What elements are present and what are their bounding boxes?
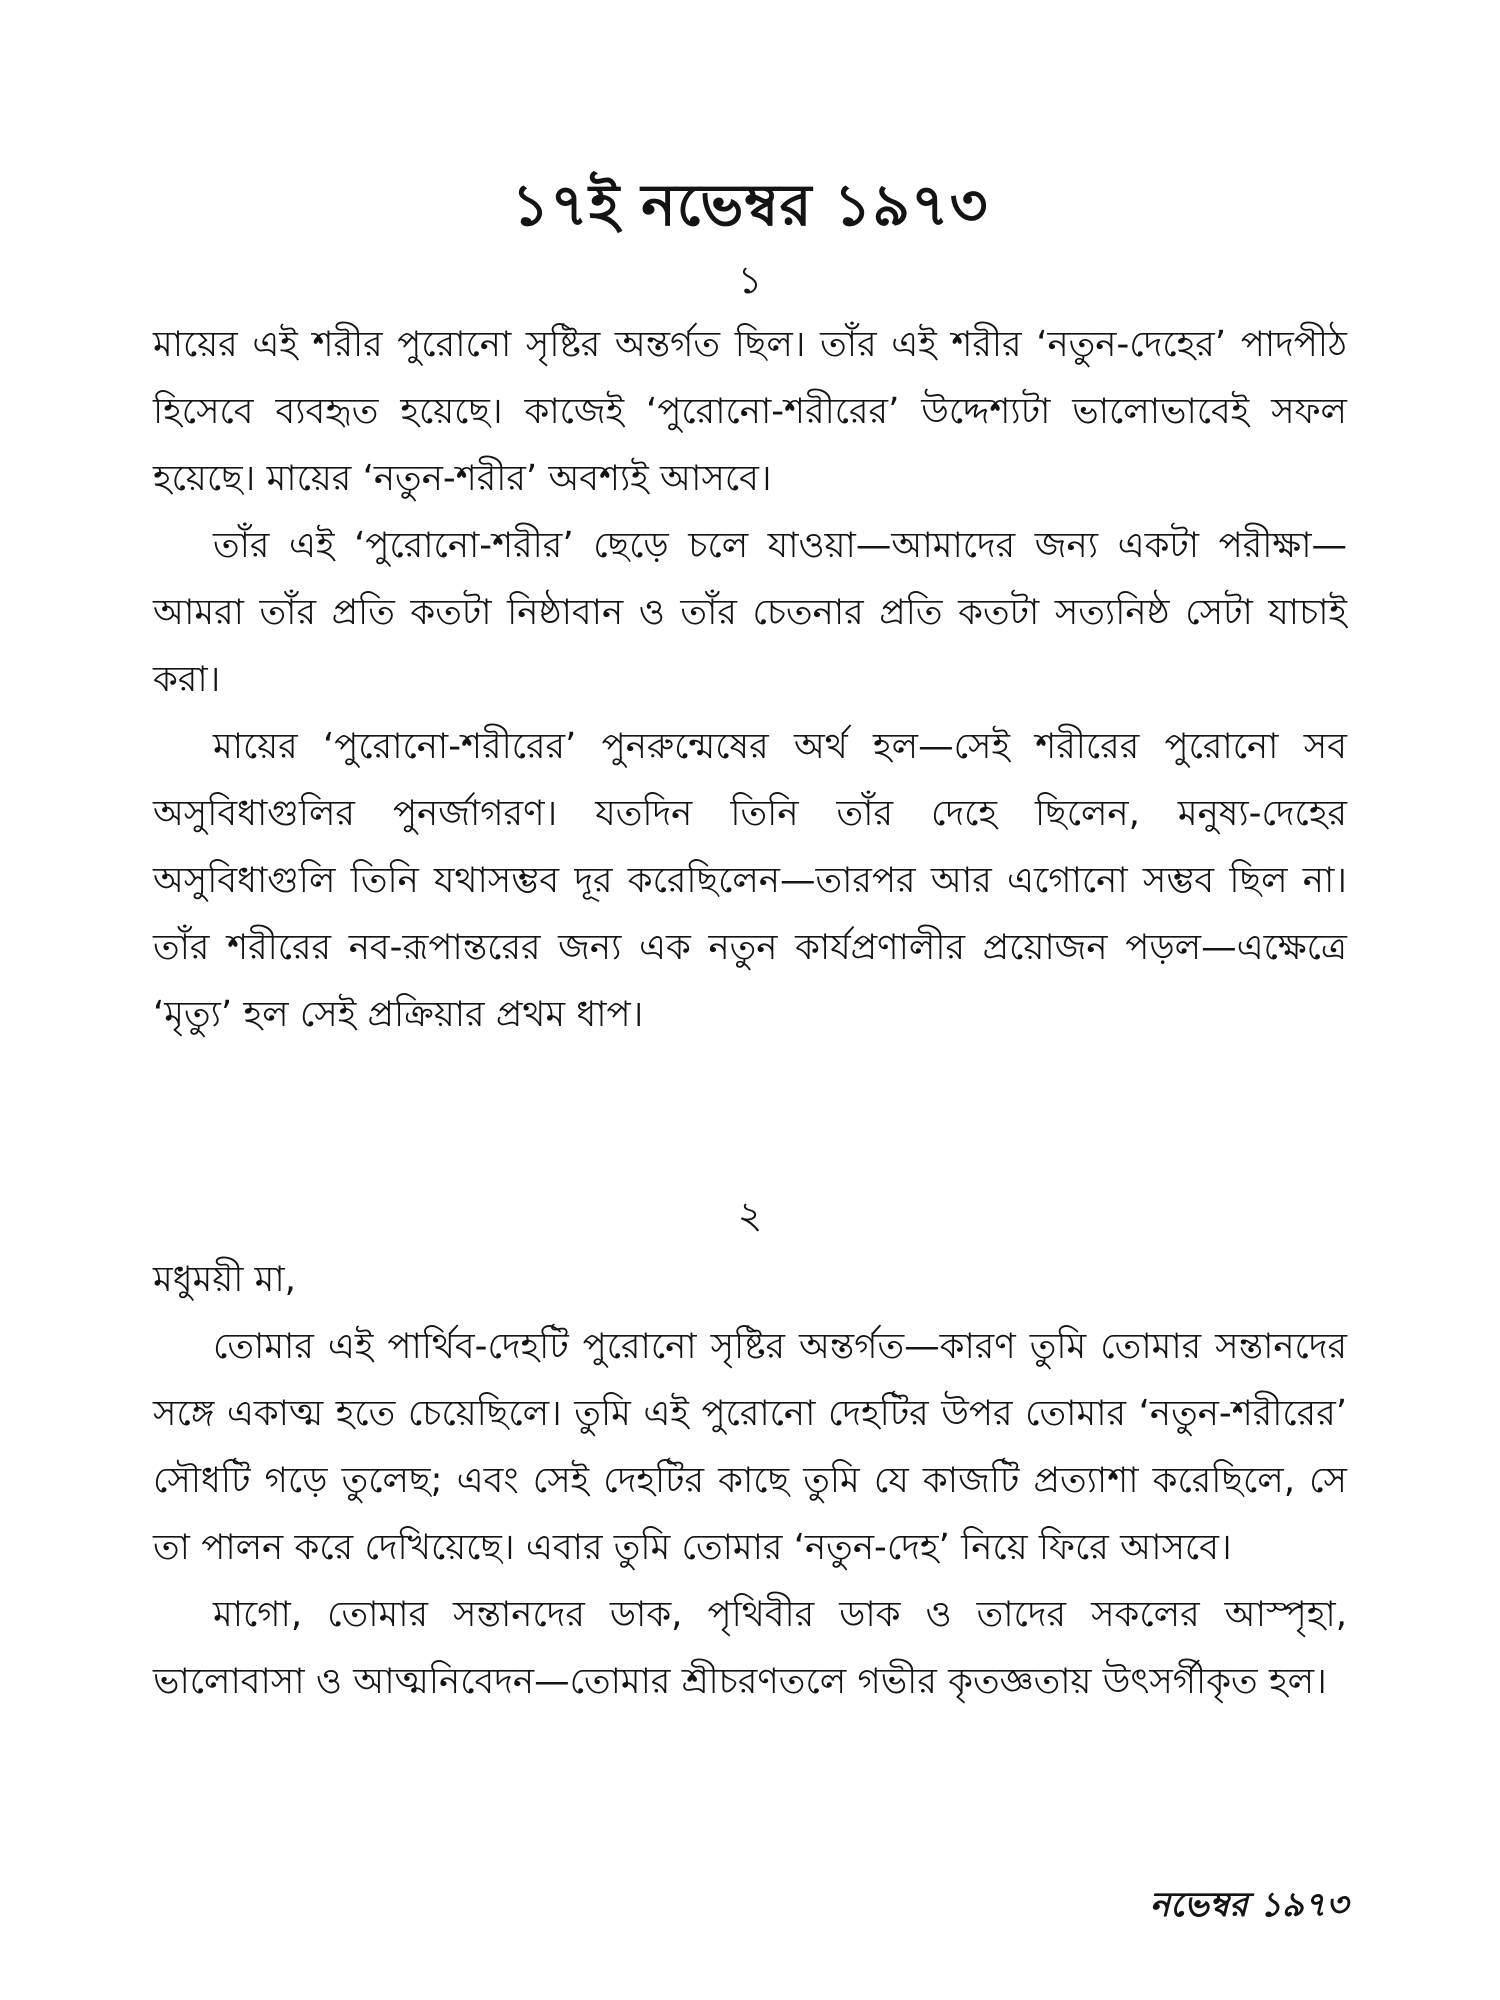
- section-number-1: ১: [737, 258, 763, 302]
- paragraph: তোমার এই পার্থিব-দেহটি পুরোনো সৃষ্টির অন্তর্গত—কারণ তুমি তোমার সন্তানদের সঙ্গে একাত্ম হতে চেয়েছিলে। তুমি এই পুরোনো দেহটির উপর তোমার ‘নতুন-শরীরের’ সৌধটি গড়ে তুলেছ; এবং সেই দেহটির কাছে তুমি যে কাজটি প্রত্যাশা করেছিলে, সে তা পালন করে দেখিয়েছে। এবার তুমি তোমার ‘নতুন-দেহ’ নিয়ে ফিরে আসবে।: [153, 1326, 1347, 1568]
- paragraph: মায়ের ‘পুরোনো-শরীরের’ পুনরুন্মেষের অর্থ হল—সেই শরীরের পুরোনো সব অসুবিধাগুলির পুনর্জাগরণ। যতদিন তিনি তাঁর দেহে ছিলেন, মনুষ্য-দেহের অসুবিধাগুলি তিনি যথাসম্ভব দূর করেছিলেন—তারপর আর এগোনো সম্ভব ছিল না। তাঁর শরীরের নব-রূপান্তরের জন্য এক নতুন কার্যপ্রণালীর প্রয়োজন পড়ল—এক্ষেত্রে ‘মৃত্যু’ হল সেই প্রক্রিয়ার প্রথম ধাপ।: [153, 726, 1347, 1035]
- paragraph: মায়ের এই শরীর পুরোনো সৃষ্টির অন্তর্গত ছিল। তাঁর এই শরীর ‘নতুন-দেহের’ পাদপীঠ হিসেবে ব্যবহৃত হয়েছে। কাজেই ‘পুরোনো-শরীরের’ উদ্দেশ্যটা ভালোভাবেই সফল হয়েছে। মায়ের ‘নতুন-শরীর’ অবশ্যই আসবে।: [153, 324, 1347, 499]
- salutation: মধুময়ী মা,: [153, 1259, 296, 1300]
- page-title: ১৭ই নভেম্বর ১৯৭৩: [511, 171, 989, 239]
- section-1-body: [153, 311, 1347, 1048]
- paragraph: মাগো, তোমার সন্তানদের ডাক, পৃথিবীর ডাক ও তাদের সকলের আস্পৃহা, ভালোবাসা ও আত্মনিবেদন—তোমার শ্রীচরণতলে গভীর কৃতজ্ঞতায় উৎসর্গীকৃত হল।: [153, 1594, 1347, 1702]
- date-signature: নভেম্বর ১৯৭৩: [1149, 1885, 1348, 1925]
- section-2-body: [153, 1246, 1347, 1715]
- paragraph: তাঁর এই ‘পুরোনো-শরীর’ ছেড়ে চলে যাওয়া—আমাদের জন্য একটা পরীক্ষা—আমরা তাঁর প্রতি কতটা নিষ্ঠাবান ও তাঁর চেতনার প্রতি কতটা সত্যনিষ্ঠ সেটা যাচাই করা।: [153, 525, 1347, 700]
- section-number-2: ২: [737, 1193, 763, 1237]
